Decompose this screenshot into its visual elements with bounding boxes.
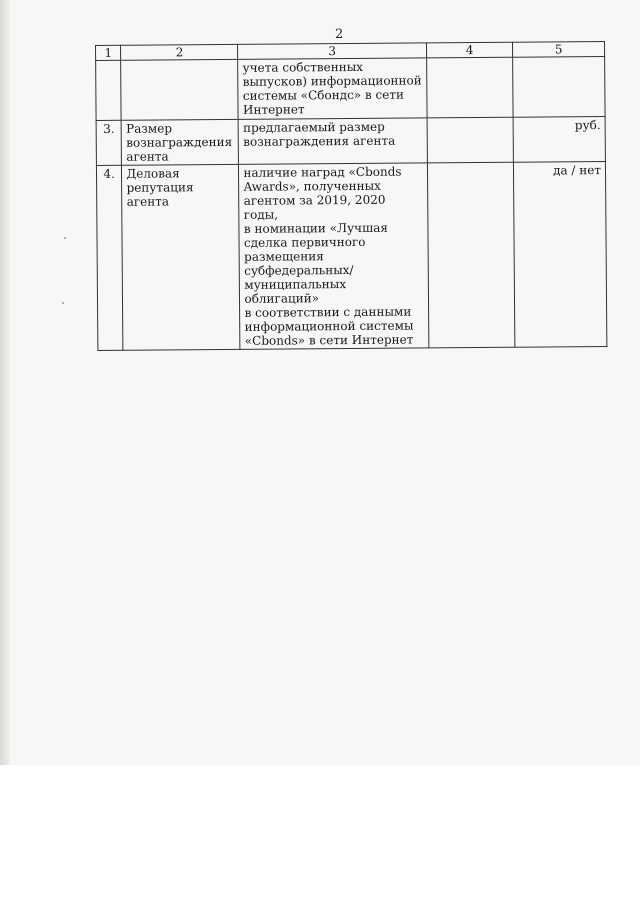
criterion-cell: Деловая репутация агента: [122, 164, 240, 350]
header-col-2: 2: [121, 44, 238, 60]
row-number: 3.: [96, 120, 122, 165]
row-number: 4.: [96, 165, 123, 350]
criterion-cell: Размер вознаграждения агента: [122, 119, 239, 165]
criteria-table: [95, 41, 607, 351]
value-cell: [426, 57, 513, 118]
header-col-5: 5: [513, 41, 605, 57]
page-number: 2: [335, 27, 344, 42]
header-col-3: 3: [238, 43, 426, 59]
scan-speck: [64, 237, 66, 239]
criterion-cell: [121, 59, 238, 120]
unit-cell: да / нет: [514, 161, 607, 347]
table-row: [96, 56, 605, 120]
table-row: [96, 161, 606, 350]
value-cell: [427, 117, 514, 163]
unit-cell: [513, 56, 605, 117]
description-cell: предлагаемый размер вознаграждения агента: [239, 118, 428, 164]
header-col-1: 1: [96, 45, 122, 60]
description-cell: учета собственных выпусков) информационной системы «Сбондс» в сети Интернет: [238, 58, 427, 119]
description-cell: наличие наград «Cbonds Awards», полученных агентом за 2019, 2020 годы, в номинации «Лучшая сделка первичного размещения субфедеральных/ муниципальных облигаций» в соответствии с данными информационной системы «Cbonds» в сети Интернет: [239, 163, 429, 349]
scan-edge-shadow: [0, 0, 10, 765]
unit-cell: руб.: [513, 116, 605, 162]
value-cell: [427, 162, 515, 348]
table-row: [96, 116, 605, 165]
row-number: [96, 60, 122, 120]
scan-speck: [62, 302, 64, 304]
header-col-4: 4: [426, 42, 513, 58]
